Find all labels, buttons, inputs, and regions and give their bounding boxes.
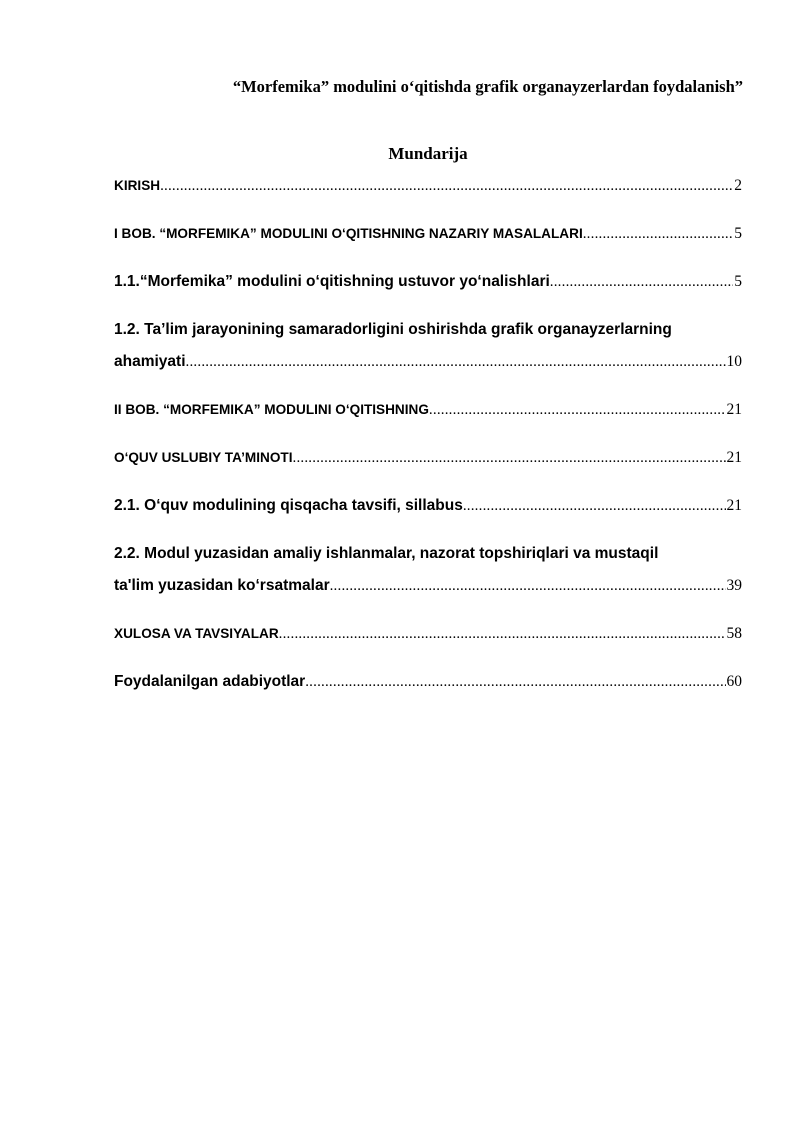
toc-entry-label: I BOB. “MORFEMIKA” MODULINI O‘QITISHNING NAZARIY MASALALARI bbox=[114, 226, 583, 241]
toc-entry-label: Foydalanilgan adabiyotlar bbox=[114, 673, 306, 690]
toc-page-number: 21 bbox=[726, 497, 742, 514]
dot-leader bbox=[583, 221, 734, 247]
toc-page-number: 60 bbox=[726, 673, 742, 690]
toc-heading: Mundarija bbox=[388, 144, 468, 163]
toc-entry-label: O‘QUV USLUBIY TA’MINOTI bbox=[114, 450, 293, 465]
toc-page-number: 58 bbox=[726, 625, 742, 642]
toc-entry-section-1-2[interactable] bbox=[114, 317, 742, 375]
toc-entry-references[interactable] bbox=[114, 669, 742, 695]
toc-page-number: 5 bbox=[734, 225, 742, 242]
toc-entry-chapter-2[interactable] bbox=[114, 397, 742, 423]
dot-leader bbox=[186, 349, 726, 375]
toc-entry-chapter-1[interactable] bbox=[114, 221, 742, 247]
toc-entry-label-line2: ta'lim yuzasidan ko‘rsatmalar bbox=[114, 577, 330, 594]
dot-leader bbox=[305, 669, 725, 695]
table-of-contents bbox=[114, 173, 742, 695]
toc-entry-section-1-1[interactable] bbox=[114, 269, 742, 295]
toc-entry-label: 2.1. O‘quv modulining qisqacha tavsifi, sillabus bbox=[114, 497, 463, 514]
toc-entry-section-2-1[interactable] bbox=[114, 493, 742, 519]
dot-leader bbox=[463, 493, 726, 519]
dot-leader bbox=[293, 445, 726, 471]
toc-page-number: 21 bbox=[726, 401, 742, 418]
dot-leader bbox=[160, 173, 733, 199]
toc-page-number: 21 bbox=[726, 449, 742, 466]
toc-page-number: 10 bbox=[726, 353, 742, 370]
toc-entry-label: II BOB. “MORFEMIKA” MODULINI O‘QITISHNING bbox=[114, 402, 429, 417]
toc-page-number: 39 bbox=[726, 577, 742, 594]
toc-page-number: 2 bbox=[734, 177, 742, 194]
toc-page-number: 5 bbox=[734, 273, 742, 290]
dot-leader bbox=[279, 621, 726, 647]
toc-entry-section-2-2[interactable] bbox=[114, 541, 742, 599]
toc-entry-label: KIRISH bbox=[114, 178, 161, 193]
dot-leader bbox=[429, 397, 726, 423]
toc-entry-line2 bbox=[114, 349, 742, 375]
toc-entry-kirish[interactable] bbox=[114, 173, 742, 199]
toc-entry-label: 1.1.“Morfemika” modulini o‘qitishning ustuvor yo‘nalishlari bbox=[114, 273, 550, 290]
toc-entry-label-line1: 2.2. Modul yuzasidan amaliy ishlanmalar, nazorat topshiriqlari va mustaqil bbox=[114, 545, 659, 562]
toc-entry-label-line2: ahamiyati bbox=[114, 353, 186, 370]
dot-leader bbox=[550, 269, 733, 295]
toc-entry-label: XULOSA VA TAVSIYALAR bbox=[114, 626, 279, 641]
document-title: “Morfemika” modulini o‘qitishda grafik organayzerlardan foydalanish” bbox=[232, 77, 743, 96]
toc-entry-chapter-2-cont[interactable] bbox=[114, 445, 742, 471]
dot-leader bbox=[330, 573, 726, 599]
toc-entry-conclusion[interactable] bbox=[114, 621, 742, 647]
toc-entry-label-line1: 1.2. Ta’lim jarayonining samaradorligini oshirishda grafik organayzerlarning bbox=[114, 321, 672, 338]
toc-entry-line2 bbox=[114, 573, 742, 599]
